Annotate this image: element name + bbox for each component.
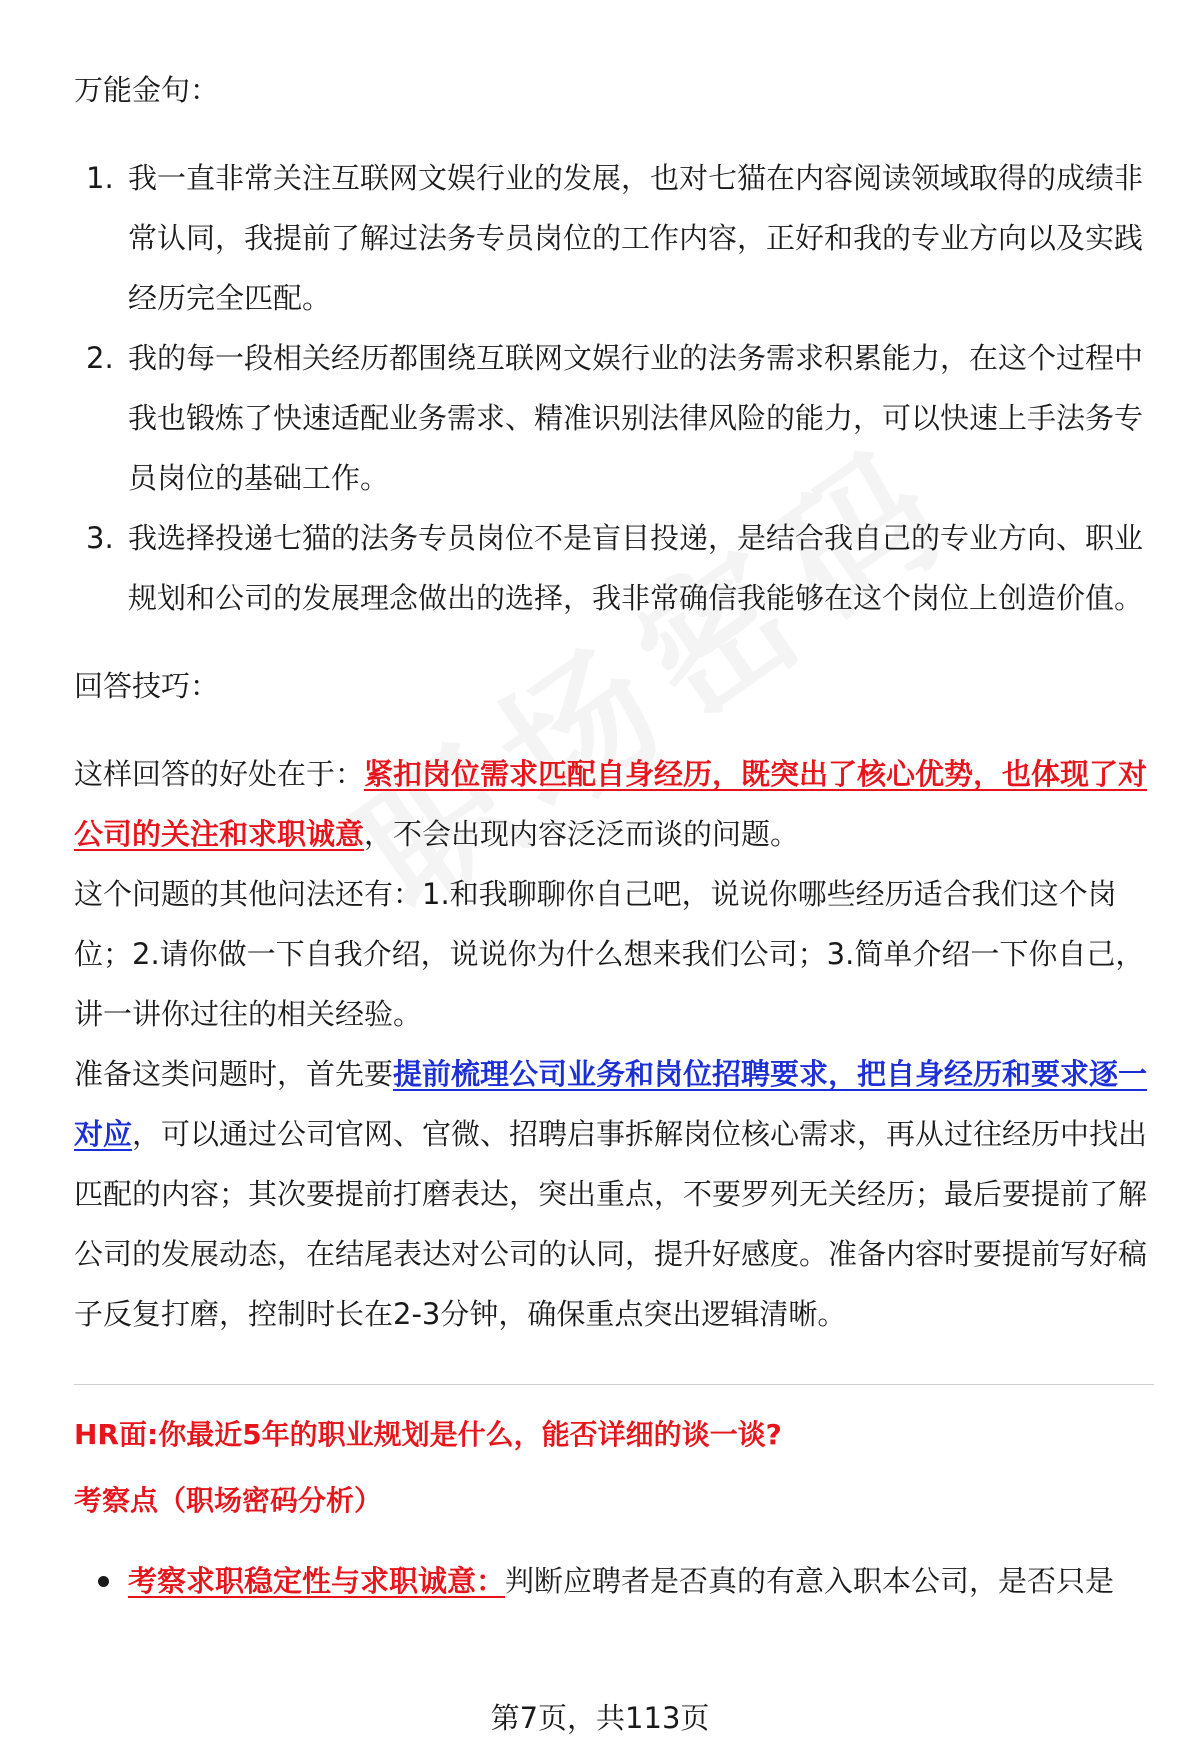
alternative-questions-paragraph: 这个问题的其他问法还有：1.和我聊聊你自己吧，说说你哪些经历适合我们这个岗位；2.请你做一下自我介绍，说说你为什么想来我们公司；3.简单介绍一下你自己，讲一讲你过往的相关经验。: [74, 877, 1145, 1031]
list-number: 3.: [86, 521, 114, 555]
list-text: 我选择投递七猫的法务专员岗位不是盲目投递，是结合我自己的专业方向、职业规划和公司的发展理念做出的选择，我非常确信我能够在这个岗位上创造价值。: [128, 521, 1144, 615]
hr-question-heading: HR面:你最近5年的职业规划是什么，能否详细的谈一谈?: [74, 1418, 782, 1451]
section-divider: [74, 1384, 1154, 1385]
numbered-list: [74, 148, 1154, 628]
preparation-intro: 准备这类问题时，首先要: [74, 1057, 394, 1091]
benefit-intro: 这样回答的好处在于：: [74, 757, 365, 791]
list-item: [74, 328, 1154, 508]
answer-tips-label: 回答技巧：: [74, 669, 220, 703]
list-number: 2.: [86, 341, 114, 375]
list-number: 1.: [86, 161, 114, 195]
benefit-highlight: 紧扣岗位需求匹配自身经历，既突出了核心优势，也体现了对公司的关注和求职诚意: [74, 757, 1148, 851]
benefit-tail: ，不会出现内容泛泛而谈的问题。: [364, 817, 800, 851]
exam-point-heading: 考察点（职场密码分析）: [74, 1484, 383, 1517]
content: [74, 60, 1154, 1611]
bullet-item: [74, 1551, 1154, 1611]
benefit-paragraph: [74, 744, 1154, 864]
preparation-highlight: 提前梳理公司业务和岗位招聘要求，把自身经历和要求逐一对应: [74, 1057, 1148, 1151]
list-item: [74, 508, 1154, 628]
bullet-text: 判断应聘者是否真的有意入职本公司，是否只是: [505, 1564, 1115, 1598]
bullet-list: [74, 1551, 1154, 1611]
preparation-paragraph: [74, 1044, 1154, 1344]
bullet-dot-icon: [98, 1576, 109, 1587]
list-item: [74, 148, 1154, 328]
list-text: 我的每一段相关经历都围绕互联网文娱行业的法务需求积累能力，在这个过程中我也锻炼了快速适配业务需求、精准识别法律风险的能力，可以快速上手法务专员岗位的基础工作。: [128, 341, 1144, 495]
bullet-highlight: 考察求职稳定性与求职诚意：: [128, 1564, 506, 1598]
list-text: 我一直非常关注互联网文娱行业的发展，也对七猫在内容阅读领域取得的成绩非常认同，我提前了解过法务专员岗位的工作内容，正好和我的专业方向以及实践经历完全匹配。: [128, 161, 1144, 315]
preparation-tail: ，可以通过公司官网、官微、招聘启事拆解岗位核心需求，再从过往经历中找出匹配的内容；其次要提前打磨表达，突出重点，不要罗列无关经历；最后要提前了解公司的发展动态，在结尾表达对公司的认同，提升好感度。准备内容时要提前写好稿子反复打磨，控制时长在2-3分钟，确保重点突出逻辑清晰。: [74, 1117, 1148, 1331]
universal-phrases-label: 万能金句：: [74, 73, 220, 107]
page-footer: 第7页，共113页: [0, 1698, 1200, 1738]
